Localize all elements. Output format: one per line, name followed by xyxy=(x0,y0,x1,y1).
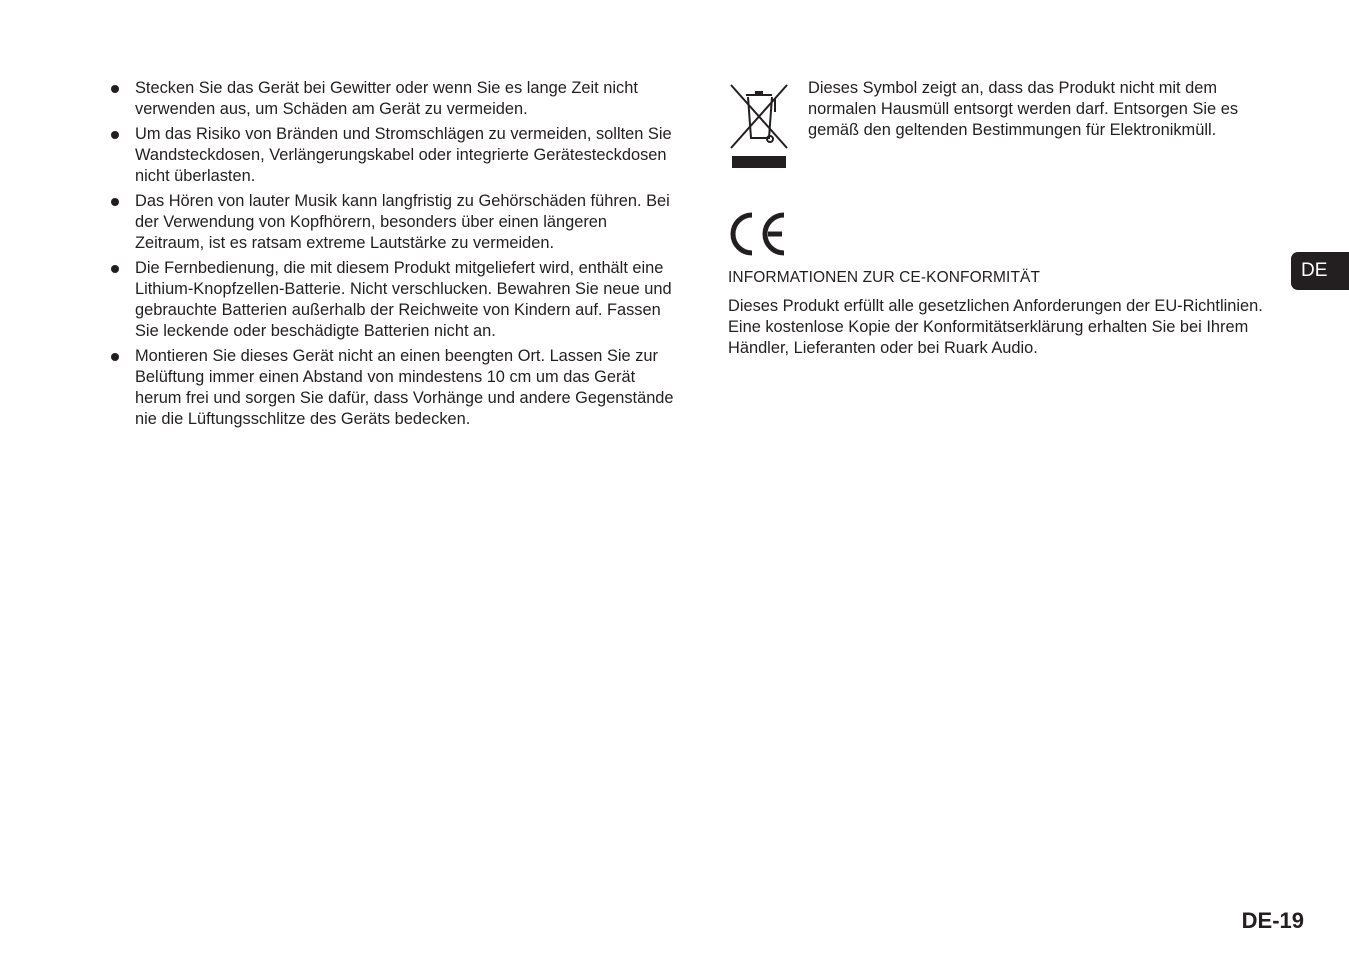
list-item-text: Das Hören von lauter Musik kann langfristig zu Gehörschäden führen. Bei der Verwendung von Kopfhörern, besonders über einen längeren Zeitraum, ist es ratsam extreme Lautstärke zu vermeiden. xyxy=(135,192,670,252)
weee-notice xyxy=(728,78,1288,174)
language-tab: DE xyxy=(1291,252,1349,290)
list-item xyxy=(109,78,675,120)
ce-heading: INFORMATIONEN ZUR CE-KONFORMITÄT xyxy=(728,269,1041,286)
ce-body-text: Dieses Produkt erfüllt alle gesetzlichen Anforderungen der EU-Richtlinien. Eine kostenlose Kopie der Konformitätserklärung erhalten Sie bei Ihrem Händler, Lieferanten oder bei Ruark Audio. xyxy=(728,297,1263,357)
bullet-icon xyxy=(111,131,119,139)
safety-bullet-list xyxy=(109,78,675,430)
list-item xyxy=(109,258,675,342)
bullet-icon xyxy=(111,265,119,273)
list-item-text: Montieren Sie dieses Gerät nicht an einen beengten Ort. Lassen Sie zur Belüftung immer einen Abstand von mindestens 10 cm um das Gerät herum frei und sorgen Sie dafür, dass Vorhänge und andere Gegenstände nie die Lüftungsschlitze des Geräts bedecken. xyxy=(135,347,674,428)
safety-instructions-column xyxy=(109,78,675,434)
bullet-icon xyxy=(111,85,119,93)
bullet-icon xyxy=(111,353,119,361)
list-item-text: Die Fernbedienung, die mit diesem Produkt mitgeliefert wird, enthält eine Lithium-Knopfzellen-Batterie. Nicht verschlucken. Bewahren Sie neue und gebrauchte Batterien außerhalb der Reichweite von Kindern auf. Fassen Sie leckende oder beschädigte Batterien nicht an. xyxy=(135,259,672,340)
ce-mark-icon xyxy=(728,212,790,256)
compliance-column xyxy=(728,78,1288,357)
list-item-text: Um das Risiko von Bränden und Stromschlägen zu vermeiden, sollten Sie Wandsteckdosen, Verlängerungskabel oder integrierte Gerätesteckdosen nicht überlasten. xyxy=(135,125,672,185)
list-item-text: Stecken Sie das Gerät bei Gewitter oder wenn Sie es lange Zeit nicht verwenden aus, um Schäden am Gerät zu vermeiden. xyxy=(135,79,638,118)
bullet-icon xyxy=(111,198,119,206)
list-item xyxy=(109,191,675,254)
page-number: DE-19 xyxy=(1241,908,1304,933)
list-item xyxy=(109,124,675,187)
crossed-out-wheelie-bin-icon xyxy=(728,82,790,170)
list-item xyxy=(109,346,675,430)
weee-description: Dieses Symbol zeigt an, dass das Produkt nicht mit dem normalen Hausmüll entsorgt werden darf. Entsorgen Sie es gemäß den geltenden Bestimmungen für Elektronikmüll. xyxy=(808,79,1239,139)
